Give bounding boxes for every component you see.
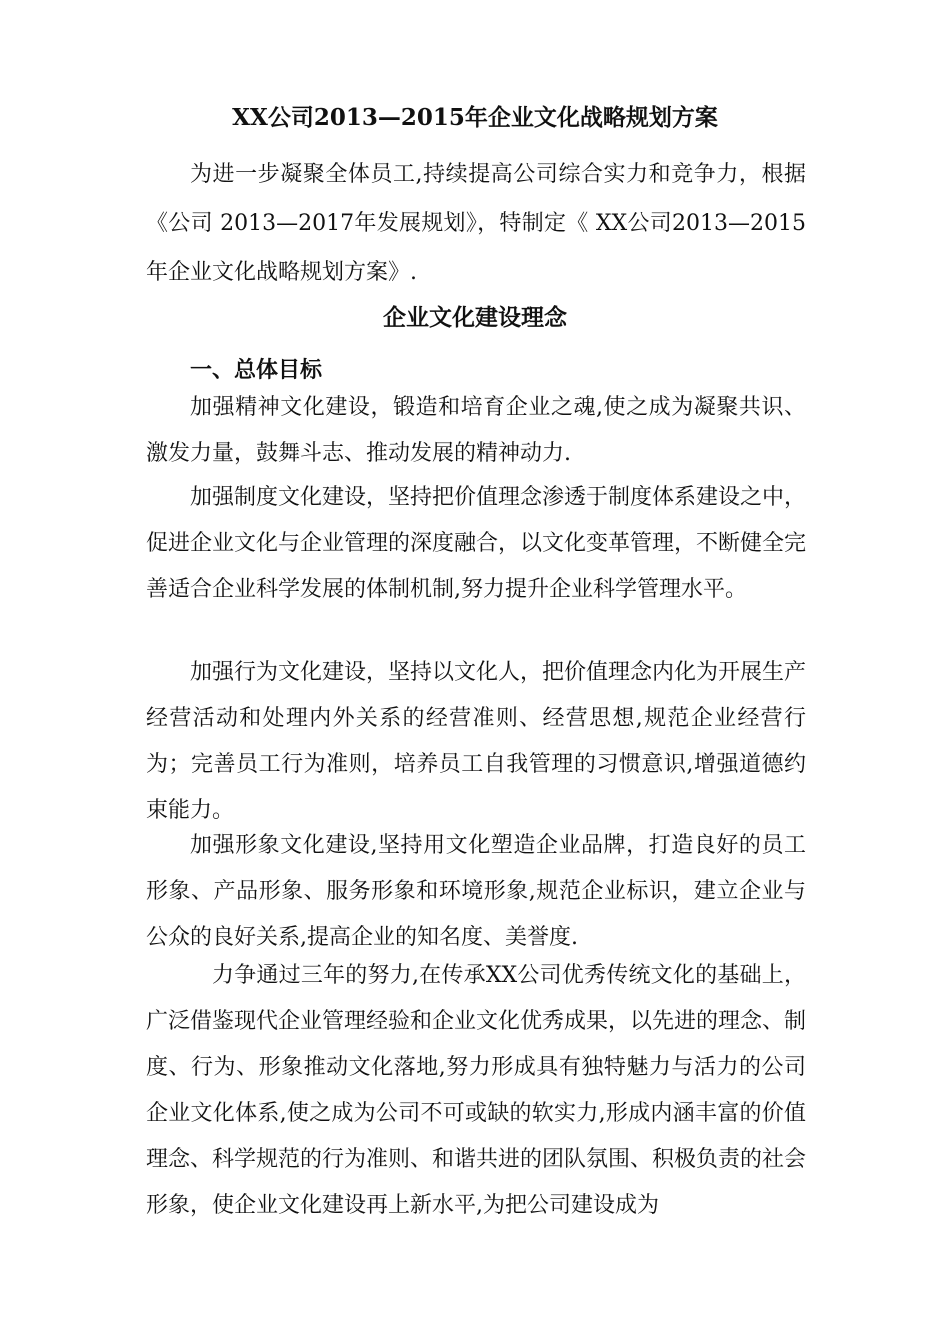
paragraph-spirit-culture: 加强精神文化建设，锻造和培育企业之魂,使之成为凝聚共识、激发力量，鼓舞斗志、推动发展的精神动力.	[146, 395, 806, 466]
paragraph-behavior-culture: 加强行为文化建设，坚持以文化人，把价值理念内化为开展生产经营活动和处理内外关系的经营准则、经营思想,规范企业经营行为；完善员工行为准则，培养员工自我管理的习惯意识,增强道德约束能力。	[146, 660, 807, 823]
intro-paragraph: 为进一步凝聚全体员工,持续提高公司综合实力和竞争力，根据《公司 2013—2017年发展规划》，特制定《 XX公司2013—2015年企业文化战略规划方案》.	[146, 162, 806, 285]
document-title: XX公司2013—2015年企业文化战略规划方案	[232, 104, 718, 131]
paragraph-system-culture: 加强制度文化建设，坚持把价值理念渗透于制度体系建设之中，促进企业文化与企业管理的深度融合，以文化变革管理，不断健全完善适合企业科学发展的体制机制,努力提升企业科学管理水平。	[146, 485, 807, 602]
section-title: 企业文化建设理念	[383, 304, 567, 331]
paragraph-image-culture: 加强形象文化建设,坚持用文化塑造企业品牌，打造良好的员工形象、产品形象、服务形象和环境形象,规范企业标识，建立企业与公众的良好关系,提高企业的知名度、美誉度.	[146, 833, 806, 950]
paragraph-three-year-goal: 力争通过三年的努力,在传承XX公司优秀传统文化的基础上，广泛借鉴现代企业管理经验和企业文化优秀成果，以先进的理念、制度、行为、形象推动文化落地,努力形成具有独特魅力与活力的公司企业文化体系,使之成为公司不可或缺的软实力,形成内涵丰富的价值理念、科学规范的行为准则、和谐共进的团队氛围、积极负责的社会形象，使企业文化建设再上新水平,为把公司建设成为	[146, 963, 807, 1218]
heading-overall-goal: 一、总体目标	[190, 357, 323, 383]
